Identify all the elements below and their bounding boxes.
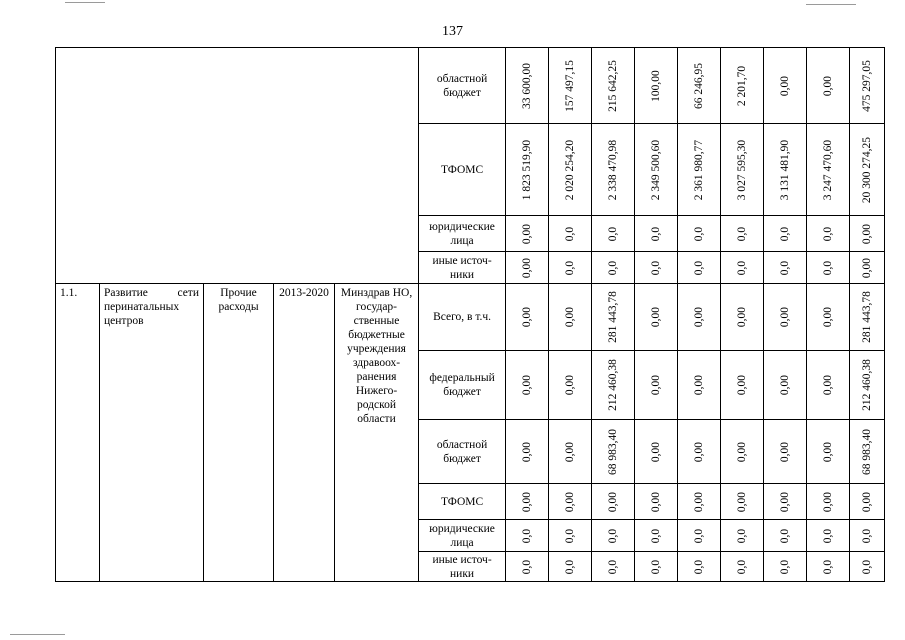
funding-source: областной бюджет xyxy=(419,420,506,484)
value-cell: 20 300 274,25 xyxy=(850,124,885,216)
value-cell: 0,00 xyxy=(549,420,592,484)
value-cell: 281 443,78 xyxy=(592,284,635,351)
executor: Минздрав НО, государ-ственные бюджетные учреждения здравоох-ранения Нижего-родской области xyxy=(335,284,419,582)
value-cell: 0,00 xyxy=(678,484,721,520)
value-cell: 2 020 254,20 xyxy=(549,124,592,216)
scan-artifact-line xyxy=(10,634,65,635)
value-cell: 0,0 xyxy=(635,216,678,252)
funding-source: областной бюджет xyxy=(419,48,506,124)
value-cell: 0,0 xyxy=(807,252,850,284)
expense-type: Прочие расходы xyxy=(204,284,274,582)
value-cell: 0,0 xyxy=(592,252,635,284)
value-cell: 68 983,40 xyxy=(850,420,885,484)
value-cell: 0,00 xyxy=(678,351,721,420)
value-cell: 68 983,40 xyxy=(592,420,635,484)
value-cell: 2 338 470,98 xyxy=(592,124,635,216)
value-cell: 0,0 xyxy=(592,216,635,252)
value-cell: 0,0 xyxy=(807,216,850,252)
value-cell: 0,0 xyxy=(678,252,721,284)
value-cell: 0,00 xyxy=(764,284,807,351)
value-cell: 0,00 xyxy=(506,420,549,484)
value-cell: 0,0 xyxy=(721,252,764,284)
value-cell: 0,00 xyxy=(506,252,549,284)
funding-source: ТФОМС xyxy=(419,124,506,216)
funding-source: иные источ-ники xyxy=(419,552,506,582)
value-cell: 0,00 xyxy=(549,351,592,420)
value-cell: 0,00 xyxy=(850,252,885,284)
page-number: 137 xyxy=(442,24,463,39)
value-cell: 33 600,00 xyxy=(506,48,549,124)
value-cell: 2 349 500,60 xyxy=(635,124,678,216)
value-cell: 0,00 xyxy=(549,484,592,520)
value-cell: 0,00 xyxy=(807,284,850,351)
funding-source: федеральный бюджет xyxy=(419,351,506,420)
funding-source: юридические лица xyxy=(419,520,506,552)
value-cell: 0,00 xyxy=(506,351,549,420)
value-cell: 0,00 xyxy=(764,351,807,420)
value-cell: 0,0 xyxy=(549,520,592,552)
funding-source: ТФОМС xyxy=(419,484,506,520)
value-cell: 0,00 xyxy=(678,420,721,484)
value-cell: 0,00 xyxy=(635,484,678,520)
value-cell: 0,0 xyxy=(506,552,549,582)
budget-table xyxy=(55,47,885,582)
value-cell: 0,00 xyxy=(635,420,678,484)
value-cell: 0,0 xyxy=(764,520,807,552)
funding-source: юридические лица xyxy=(419,216,506,252)
value-cell: 0,0 xyxy=(764,216,807,252)
period: 2013-2020 xyxy=(274,284,335,582)
scan-artifact-line xyxy=(806,4,856,5)
value-cell: 0,00 xyxy=(506,484,549,520)
value-cell: 0,0 xyxy=(635,520,678,552)
value-cell: 0,00 xyxy=(721,284,764,351)
value-cell: 0,00 xyxy=(721,484,764,520)
value-cell: 0,00 xyxy=(721,420,764,484)
value-cell: 0,00 xyxy=(764,420,807,484)
value-cell: 0,00 xyxy=(506,216,549,252)
value-cell: 0,00 xyxy=(850,216,885,252)
value-cell: 0,00 xyxy=(764,48,807,124)
value-cell: 0,0 xyxy=(549,252,592,284)
value-cell: 100,00 xyxy=(635,48,678,124)
value-cell: 0,00 xyxy=(807,484,850,520)
funding-source: иные источ-ники xyxy=(419,252,506,284)
empty-continuation-cell xyxy=(56,48,419,284)
value-cell: 212 460,38 xyxy=(592,351,635,420)
value-cell: 0,0 xyxy=(592,520,635,552)
value-cell: 0,0 xyxy=(678,520,721,552)
value-cell: 0,00 xyxy=(549,284,592,351)
budget-table-body xyxy=(56,48,885,582)
item-name: Развитие сети перинатальных центров xyxy=(100,284,204,582)
value-cell: 0,0 xyxy=(807,552,850,582)
value-cell: 0,00 xyxy=(678,284,721,351)
value-cell: 0,0 xyxy=(850,552,885,582)
value-cell: 0,0 xyxy=(721,552,764,582)
value-cell: 0,00 xyxy=(506,284,549,351)
value-cell: 0,00 xyxy=(592,484,635,520)
value-cell: 157 497,15 xyxy=(549,48,592,124)
value-cell: 3 247 470,60 xyxy=(807,124,850,216)
value-cell: 3 131 481,90 xyxy=(764,124,807,216)
table-row xyxy=(56,48,885,124)
value-cell: 0,0 xyxy=(549,552,592,582)
value-cell: 0,00 xyxy=(635,284,678,351)
value-cell: 66 246,95 xyxy=(678,48,721,124)
funding-source: Всего, в т.ч. xyxy=(419,284,506,351)
value-cell: 3 027 595,30 xyxy=(721,124,764,216)
value-cell: 1 823 519,90 xyxy=(506,124,549,216)
value-cell: 0,0 xyxy=(764,552,807,582)
value-cell: 0,0 xyxy=(506,520,549,552)
value-cell: 0,00 xyxy=(764,484,807,520)
value-cell: 0,0 xyxy=(721,216,764,252)
table-row xyxy=(56,284,885,351)
value-cell: 475 297,05 xyxy=(850,48,885,124)
value-cell: 0,0 xyxy=(678,552,721,582)
value-cell: 0,0 xyxy=(549,216,592,252)
value-cell: 281 443,78 xyxy=(850,284,885,351)
value-cell: 2 201,70 xyxy=(721,48,764,124)
value-cell: 0,00 xyxy=(807,351,850,420)
value-cell: 0,0 xyxy=(635,252,678,284)
value-cell: 0,0 xyxy=(721,520,764,552)
value-cell: 0,0 xyxy=(850,520,885,552)
value-cell: 0,0 xyxy=(635,552,678,582)
value-cell: 212 460,38 xyxy=(850,351,885,420)
value-cell: 0,00 xyxy=(807,48,850,124)
value-cell: 0,0 xyxy=(592,552,635,582)
value-cell: 2 361 980,77 xyxy=(678,124,721,216)
value-cell: 0,0 xyxy=(764,252,807,284)
value-cell: 0,00 xyxy=(635,351,678,420)
value-cell: 0,00 xyxy=(807,420,850,484)
item-number: 1.1. xyxy=(56,284,100,582)
value-cell: 0,00 xyxy=(850,484,885,520)
value-cell: 0,0 xyxy=(678,216,721,252)
scan-artifact-line xyxy=(65,2,105,3)
value-cell: 0,00 xyxy=(721,351,764,420)
value-cell: 0,0 xyxy=(807,520,850,552)
value-cell: 215 642,25 xyxy=(592,48,635,124)
